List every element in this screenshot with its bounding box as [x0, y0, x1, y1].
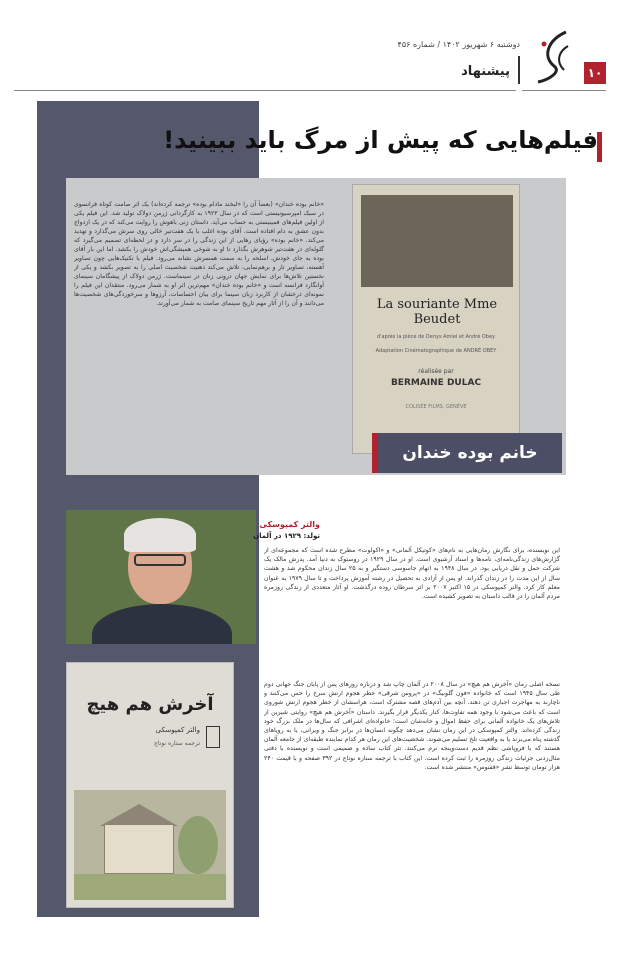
author-bio: این نویسنده، برای نگارش رمان‌هایی به نام‌های «کوتیکل آلمانی» و «اکولوت» مطرح شده است که مجموعه‌ای از گزارش‌های زندگی‌نامه‌ای، نامه‌ها و اسناد آرشیوی است. او در سال ۱۹۲۹ در روستوک به دنیا آمد. پدرش مالک یک شرکت حمل و نقل دریایی بود. در سال ۱۹۴۸ به اتهام جاسوسی دستگیر و به ۲۵ سال زندان محکوم شد و هشت سال از این مدت را در زندان گذراند. او پس از آزادی به تحصیل در رشته آموزش پرداخت و تا سال ۱۹۷۹ به عنوان معلم کار کرد. والتر کمپوسکی در ۱۵ اکتبر ۲۰۰۷ بر اثر سرطان روده درگذشت. او آثار متعددی از زندگی روزمره مردم آلمان را در قالب داستان به تصویر کشیده است. — [264, 547, 560, 601]
poster-credits: Adaptation Cinématographique de ANDRÉ OBEY — [375, 348, 497, 354]
film-description: «خانم بوده خندان» (بعضاً آن را «لبخند مادام بوده» ترجمه کرده‌اند) یک اثر صامت کوتاه فرانسوی در سبک امپرسیونیستی است که در سال ۱۹۲۳ به کارگردانی ژرمن دولاک تولید شد. این فیلم یکی از اولین فیلم‌های فمینیستی به حساب می‌آید. داستان زنی باهوش را روایت می‌کند که در یک ازدواج بدون عشق به دام افتاده است. آقای بوده اغلب با یک هفت‌تیر خالی روی سرش می‌گذارد و تهدید می‌کند. «خانم بوده» رؤیای رهایی از این زندگی را در سر دارد و در لحظه‌ای تصمیم می‌گیرد که گلوله‌ای در هفت‌تیر شوهرش بگذارد تا او به شوخی همیشگی‌اش خودش را بکشد. اما این بار آقای بوده به جای خودش، اسلحه را به سمت همسرش نشانه می‌رود. فیلم با تکنیک‌هایی چون تصاویر آهسته، تصاویر تار و برهم‌نمایی، تلاش می‌کند ذهنیت شخصیت اصلی را به تصویر بکشد و یکی از نخستین تلاش‌ها برای نمایش جهان درونی زنان در سینماست. ژرمن دولاک از پیشگامان سینمای آوانگارد فرانسه است و «خانم بوده خندان» مهم‌ترین اثر او به شمار می‌رود. منتقدان این فیلم را نمونه‌ای درخشان از کاربرد زبان سینما برای بیان احساسات، آرزوها و سرخوردگی‌های شخصیت‌ها می‌دانند و آن را از آثار مهم تاریخ سینمای صامت به شمار می‌آورند. — [74, 201, 324, 307]
page-number: ۱۰ — [584, 62, 606, 84]
author-photo — [66, 510, 256, 644]
article-title: فیلم‌هایی که پیش از مرگ باید ببینید! — [163, 126, 598, 154]
poster-realise: réalisée par — [418, 368, 454, 375]
book-review: نسخه اصلی رمان «آخرش هم هیچ» در سال ۲۰۰۸ در آلمان چاپ شد و درباره روزهای پس از پایان جنگ جهانی دوم طی سال ۱۹۴۵ است که خانواده «فون گلوبیگ» در «پروس شرقی» خطر هجوم ارتش سرخ را حس می‌کنند و ناچارند به مهاجرت اجباری تن دهند. آنچه بین آدم‌های قصه مشترک است، هراسشان از خطر هجوم ارتش شوروی است که باعث می‌شود با وجود همه تفاوت‌ها، کنار یکدیگر قرار بگیرند. داستان «آخرش هم هیچ» روایتی شیرین از تلاش‌های یک خانواده آلمانی برای حفظ اموال و خانه‌شان است؛ خانواده‌ای اشرافی که سال‌ها در ملک بزرگ خود زندگی کرده‌اند. والتر کمپوسکی در این رمان نشان می‌دهد چگونه انسان‌ها در برابر جنگ و ویرانی، یا به رویاهای گذشته پناه می‌برند یا به واقعیت تلخ تسلیم می‌شوند. شخصیت‌های این رمان هر کدام نماینده طبقه‌ای از جامعه آلمان هستند که با فروپاشی نظم قدیم دست‌وپنجه نرم می‌کنند. نثر کتاب ساده و صمیمی است و نویسنده با دقتی مثال‌زدنی جزئیات زندگی روزمره را ثبت کرده است. این کتاب با ترجمه ستاره نوتاج در ۳۹۲ صفحه و با قیمت ۲۴۰ هزار تومان توسط نشر «ققنوس» منتشر شده است. — [264, 681, 560, 771]
header-rule — [14, 90, 516, 91]
poster-director: BERMAINE DULAC — [390, 378, 482, 388]
header-rule-short — [522, 90, 606, 91]
film-name: خانم بوده خندان — [402, 443, 538, 463]
poster-title: La souriante Mme Beudet — [376, 297, 498, 327]
poster-footer: COLISÉE FILMS, GENÈVE — [405, 404, 467, 410]
poster-subtitle: d'après la pièce de Denys Amiel et André Obey — [376, 334, 496, 340]
cover-ground — [74, 874, 226, 900]
book-author: والتر کمپوسکی — [155, 726, 200, 734]
author-name: والتر کمپوسکی — [259, 520, 320, 529]
author-birth: تولد: ۱۹۲۹ در آلمان — [253, 532, 320, 540]
publisher-logo-icon — [206, 726, 220, 748]
author-hair — [124, 518, 196, 552]
cover-roof — [100, 804, 178, 826]
book-cover-art — [74, 790, 226, 900]
section-title: پیشنهاد — [461, 64, 510, 79]
newspaper-logo — [528, 26, 578, 88]
author-body — [92, 604, 232, 644]
book-translator: ترجمه ستاره نوتاج — [153, 740, 200, 747]
poster-photo — [361, 195, 513, 287]
book-title: آخرش هم هیچ — [86, 694, 214, 715]
cover-tree — [178, 816, 218, 874]
author-glasses — [134, 554, 186, 566]
header-divider — [518, 56, 520, 84]
issue-date: دوشنبه ۶ شهریور ۱۴۰۲ / شماره ۴۵۶ — [397, 40, 520, 49]
film-poster — [352, 184, 520, 454]
cover-house — [104, 824, 174, 874]
